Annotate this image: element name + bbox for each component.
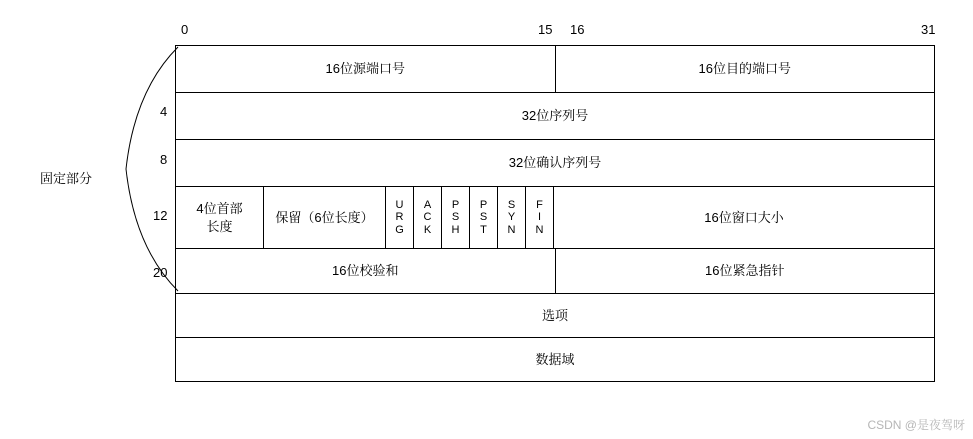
field-header-length <box>176 187 264 248</box>
flag-fin-char-1: F <box>536 199 543 212</box>
field-sequence-number: 32位序列号 <box>176 93 935 139</box>
flag-psh-char-3: H <box>451 223 460 236</box>
flag-pst-char-1: P <box>479 199 488 212</box>
field-flag-psh <box>442 187 470 248</box>
field-header-length-line1: 4位首部 <box>196 200 243 216</box>
field-flag-fin <box>526 187 554 248</box>
field-source-port: 16位源端口号 <box>176 46 556 92</box>
field-flag-pst <box>470 187 498 248</box>
flag-fin-char-3: N <box>535 223 544 236</box>
table-row <box>176 338 935 382</box>
table-row <box>176 140 935 187</box>
field-urgent-pointer: 16位紧急指针 <box>556 249 936 293</box>
field-header-length-line2: 长度 <box>206 218 233 234</box>
field-reserved: 保留（6位长度） <box>264 187 386 248</box>
table-row <box>176 46 935 93</box>
flag-fin-char-2: I <box>537 211 542 224</box>
fixed-part-label: 固定部分 <box>40 171 93 186</box>
watermark: CSDN @是夜驾呀 <box>867 418 965 432</box>
field-flag-ack <box>414 187 442 248</box>
flag-psh-char-1: P <box>451 199 460 212</box>
flag-pst-char-3: T <box>480 223 487 236</box>
row-offset-4: 4 <box>160 104 168 119</box>
table-row <box>176 294 935 338</box>
flag-pst-char-2: S <box>479 211 488 224</box>
table-row <box>176 249 935 294</box>
field-data: 数据域 <box>176 338 935 381</box>
bit-label-15: 15 <box>538 22 553 37</box>
field-flag-urg <box>386 187 414 248</box>
row-offset-20: 20 <box>153 265 168 280</box>
field-acknowledgement-number: 32位确认序列号 <box>176 140 935 186</box>
field-window-size: 16位窗口大小 <box>554 187 935 248</box>
row-offset-8: 8 <box>160 152 168 167</box>
flag-urg-char-3: G <box>395 223 404 236</box>
tcp-header-table <box>175 45 935 382</box>
fixed-part-brace-icon <box>120 45 180 295</box>
flag-syn-char-3: N <box>507 223 516 236</box>
flag-ack-char-2: C <box>423 211 432 224</box>
field-flag-syn <box>498 187 526 248</box>
field-options: 选项 <box>176 294 935 337</box>
flag-urg-char-2: R <box>395 211 404 224</box>
table-row <box>176 93 935 140</box>
bit-label-31: 31 <box>921 22 936 37</box>
table-row <box>176 187 935 249</box>
field-destination-port: 16位目的端口号 <box>556 46 936 92</box>
field-checksum: 16位校验和 <box>176 249 556 293</box>
flag-ack-char-3: K <box>423 223 432 236</box>
flag-psh-char-2: S <box>451 211 460 224</box>
bit-label-0: 0 <box>181 22 189 37</box>
flag-syn-char-1: S <box>507 199 516 212</box>
flag-syn-char-2: Y <box>507 211 516 224</box>
row-offset-12: 12 <box>153 208 168 223</box>
flag-urg-char-1: U <box>395 199 404 212</box>
flag-ack-char-1: A <box>423 199 432 212</box>
bit-label-16: 16 <box>570 22 585 37</box>
